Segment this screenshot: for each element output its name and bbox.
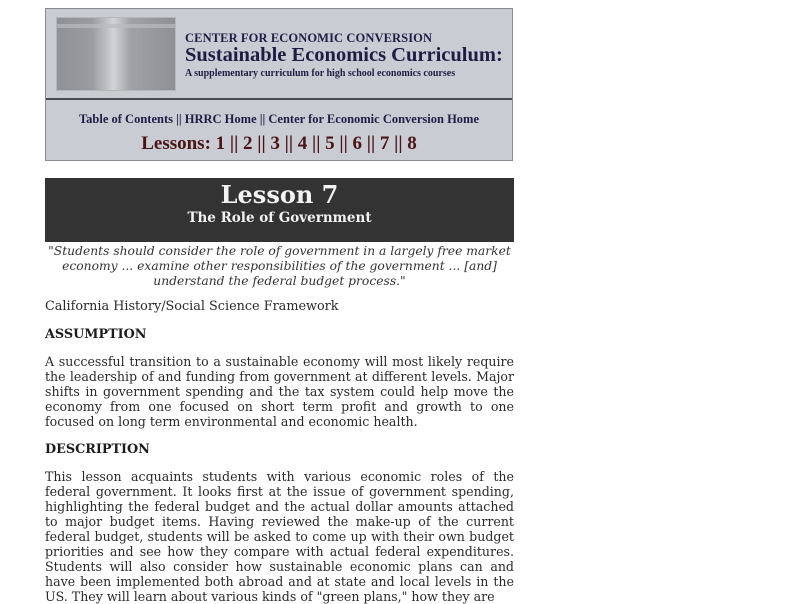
- lesson-link-7[interactable]: 7: [379, 133, 390, 154]
- lesson-subtitle: The Role of Government: [187, 210, 372, 226]
- assumption-text: A successful transition to a sustainable economy will most likely require the leadership of and funding from government at different levels. Major shifts in government spending and the tax system could help move the economy from one focused on short term profit and growth to one focused on long term environmental and economic health.: [45, 354, 514, 429]
- banner-divider: [46, 98, 512, 100]
- curriculum-tagline: A supplementary curriculum for high school economics courses: [185, 68, 456, 79]
- page-content: [45, 8, 515, 604]
- lessons-label: Lessons:: [141, 133, 211, 154]
- lesson-link-6[interactable]: 6: [352, 133, 363, 154]
- nav-separator: ||: [252, 133, 271, 154]
- quote-source: California History/Social Science Framework: [45, 299, 339, 314]
- nav-link-cec-home[interactable]: Center for Economic Conversion Home: [268, 112, 480, 126]
- lesson-link-8[interactable]: 8: [407, 133, 417, 154]
- lesson-title-bar: [45, 178, 514, 242]
- lesson-link-1[interactable]: 1: [215, 133, 226, 154]
- lesson-link-2[interactable]: 2: [243, 133, 253, 154]
- nav-separator: ||: [225, 133, 244, 154]
- lesson-link-4[interactable]: 4: [297, 133, 308, 154]
- lesson-link-3[interactable]: 3: [270, 133, 280, 154]
- lesson-link-5[interactable]: 5: [325, 133, 335, 154]
- section-heading-description: DESCRIPTION: [45, 442, 150, 457]
- nav-separator: ||: [334, 133, 353, 154]
- description-text: This lesson acquaints students with various economic roles of the federal government. It looks first at the issue of government spending, highlighting the federal budget and the actual dollar amounts attached to major budget items. Having reviewed the make-up of the current federal budget, students will be asked to come up with their own budget priorities and see how they compare with actual federal expenditures. Students will also consider how sustainable economic plans can and have been implemented both abroad and at state and local levels in the US. They will learn about various kinds of "green plans," how they are: [45, 469, 514, 604]
- section-heading-assumption: ASSUMPTION: [45, 327, 147, 342]
- nav-separator: ||: [172, 112, 185, 126]
- curriculum-title: Sustainable Economics Curriculum:: [185, 44, 503, 66]
- framework-quote: "Students should consider the role of government in a largely free market economy ... examine other responsibilities of the government ... [and] understand the federal budget process.": [48, 244, 511, 288]
- lesson-title: Lesson 7: [220, 180, 339, 209]
- nav-separator: ||: [389, 133, 408, 154]
- organization-name: CENTER FOR ECONOMIC CONVERSION: [185, 31, 433, 45]
- nav-link-hrrc-home[interactable]: HRRC Home: [184, 112, 257, 126]
- nav-separator: ||: [279, 133, 298, 154]
- site-nav: [46, 112, 512, 127]
- nav-link-table-of-contents[interactable]: Table of Contents: [78, 112, 173, 126]
- header-banner: [45, 8, 513, 161]
- banner-photo: [56, 17, 176, 91]
- lessons-nav: [46, 133, 512, 155]
- nav-separator: ||: [307, 133, 326, 154]
- nav-separator: ||: [256, 112, 269, 126]
- nav-separator: ||: [362, 133, 380, 154]
